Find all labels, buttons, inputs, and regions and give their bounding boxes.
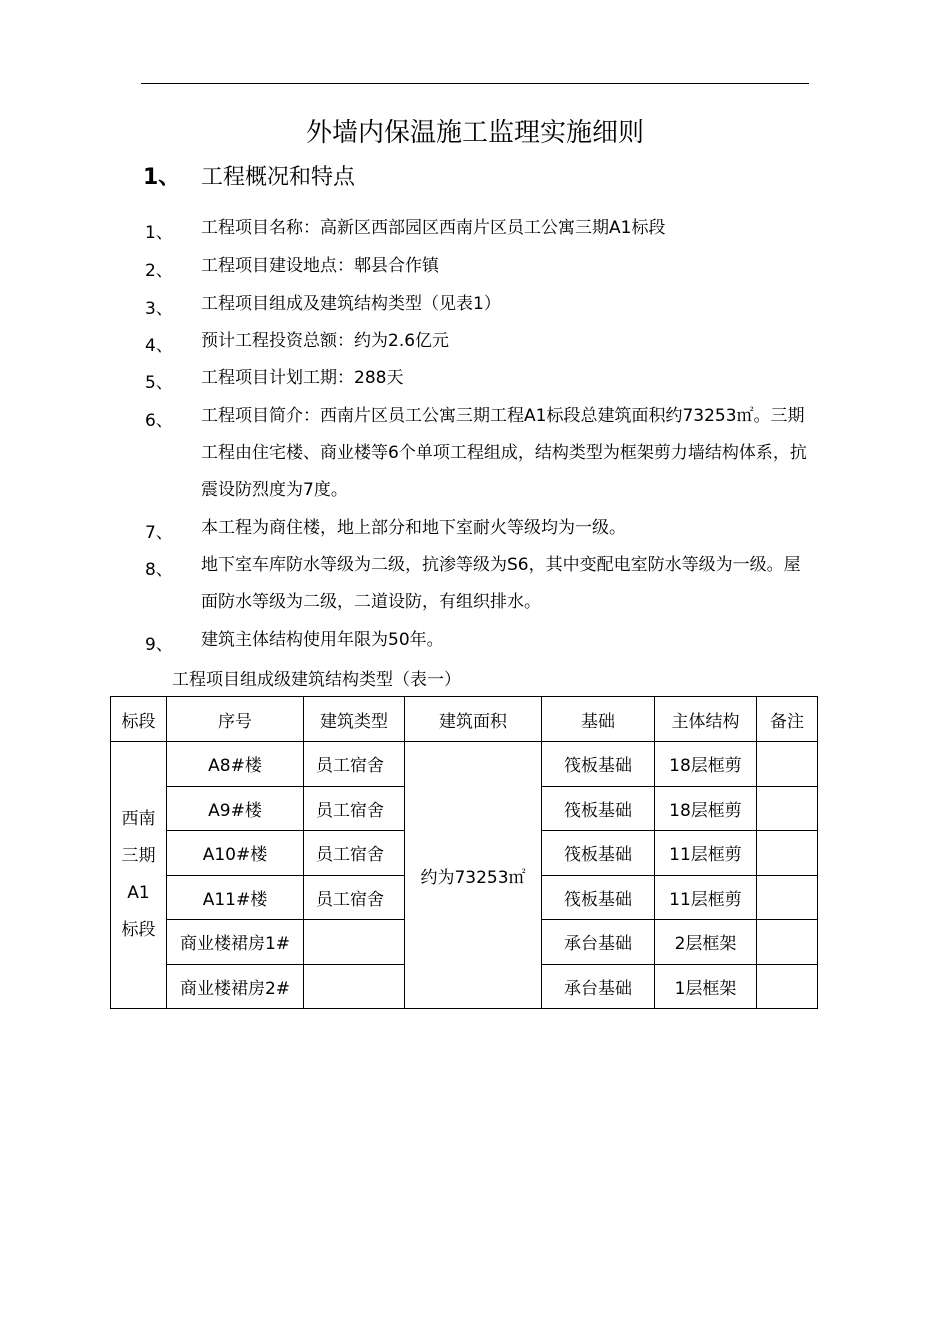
- header-cell: 基础: [542, 697, 655, 742]
- table-header-row: [111, 697, 818, 742]
- header-cell: 标段: [111, 697, 167, 742]
- item-number: 4、: [145, 336, 173, 356]
- structure-table: [110, 696, 818, 1009]
- region-line: 标段: [121, 920, 156, 940]
- note-cell: [757, 831, 818, 876]
- header-cell: 建筑面积: [405, 697, 542, 742]
- region-line: 三期: [121, 846, 156, 866]
- section-heading: 工程概况和特点: [201, 165, 356, 190]
- foundation-cell: 筏板基础: [542, 742, 655, 787]
- foundation-cell: 筏板基础: [542, 786, 655, 831]
- structure-cell: 18层框剪: [655, 786, 757, 831]
- foundation-cell: 筏板基础: [542, 875, 655, 920]
- building-type-cell: 员工宿舍: [304, 786, 405, 831]
- note-cell: [757, 742, 818, 787]
- building-no-cell: A9#楼: [167, 786, 304, 831]
- header-cell: 序号: [167, 697, 304, 742]
- structure-cell: 1层框架: [655, 964, 757, 1009]
- building-no-cell: A10#楼: [167, 831, 304, 876]
- building-type-cell: 员工宿舍: [304, 875, 405, 920]
- region-cell: [111, 742, 167, 1009]
- item-number: 9、: [145, 635, 173, 655]
- foundation-cell: 承台基础: [542, 964, 655, 1009]
- item-text: 工程项目简介：西南片区员工公寓三期工程A1标段总建筑面积约73253㎡。三期工程由住宅楼、商业楼等6个单项工程组成，结构类型为框架剪力墙结构体系，抗震设防烈度为7度。: [201, 406, 807, 500]
- item-text: 地下室车库防水等级为二级，抗渗等级为S6，其中变配电室防水等级为一级。屋面防水等级为二级，二道设防，有组织排水。: [201, 555, 801, 612]
- item-text: 工程项目名称：高新区西部园区西南片区员工公寓三期A1标段: [201, 218, 666, 238]
- region-line: A1: [127, 883, 150, 903]
- structure-cell: 2层框架: [655, 920, 757, 965]
- item-number: 1、: [145, 223, 173, 243]
- structure-cell: 18层框剪: [655, 742, 757, 787]
- building-type-cell: 员工宿舍: [304, 742, 405, 787]
- section-number: 1、: [143, 165, 181, 190]
- note-cell: [757, 875, 818, 920]
- building-type-cell: 员工宿舍: [304, 831, 405, 876]
- table-row: [111, 742, 818, 787]
- item-number: 3、: [145, 299, 173, 319]
- item-text: 建筑主体结构使用年限为50年。: [201, 630, 444, 650]
- note-cell: [757, 786, 818, 831]
- document-title: 外墙内保温施工监理实施细则: [305, 118, 644, 148]
- structure-cell: 11层框剪: [655, 831, 757, 876]
- building-no-cell: 商业楼裙房2#: [167, 964, 304, 1009]
- region-line: 西南: [121, 809, 156, 829]
- building-no-cell: A8#楼: [167, 742, 304, 787]
- item-text: 本工程为商住楼，地上部分和地下室耐火等级均为一级。: [201, 518, 626, 538]
- area-cell: 约为73253㎡: [405, 742, 542, 1009]
- item-number: 7、: [145, 523, 173, 543]
- building-no-cell: A11#楼: [167, 875, 304, 920]
- header-cell: 主体结构: [655, 697, 757, 742]
- item-number: 8、: [145, 560, 173, 580]
- building-type-cell: [304, 920, 405, 965]
- building-type-cell: [304, 964, 405, 1009]
- header-cell: 建筑类型: [304, 697, 405, 742]
- foundation-cell: 承台基础: [542, 920, 655, 965]
- item-text: 工程项目建设地点：郫县合作镇: [201, 256, 439, 276]
- header-rule: [141, 83, 809, 84]
- item-number: 5、: [145, 373, 173, 393]
- item-text: 工程项目组成及建筑结构类型（见表1）: [201, 294, 501, 314]
- header-cell: 备注: [757, 697, 818, 742]
- foundation-cell: 筏板基础: [542, 831, 655, 876]
- structure-cell: 11层框剪: [655, 875, 757, 920]
- item-number: 2、: [145, 261, 173, 281]
- item-number: 6、: [145, 411, 173, 431]
- note-cell: [757, 920, 818, 965]
- building-no-cell: 商业楼裙房1#: [167, 920, 304, 965]
- table-caption: 工程项目组成级建筑结构类型（表一）: [172, 670, 461, 690]
- note-cell: [757, 964, 818, 1009]
- item-text: 工程项目计划工期：288天: [201, 368, 404, 388]
- item-text: 预计工程投资总额：约为2.6亿元: [201, 331, 450, 351]
